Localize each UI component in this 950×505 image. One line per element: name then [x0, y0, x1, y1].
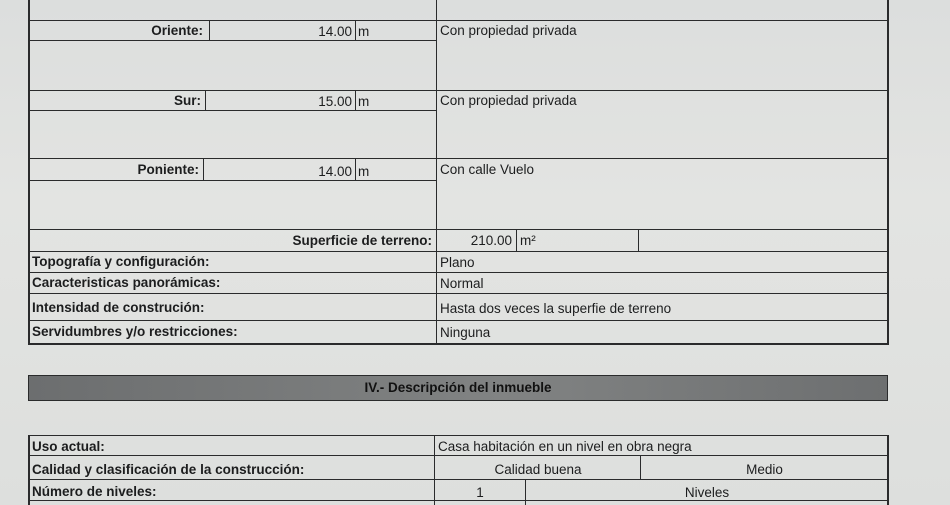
cell-divider [209, 20, 210, 40]
boundary-description: Con propiedad privada [440, 23, 577, 38]
boundary-unit: m [358, 94, 370, 109]
current-use-label: Uso actual: [32, 439, 105, 454]
row-rule [28, 110, 437, 111]
surface-unit: m² [520, 233, 536, 248]
easements-value: Ninguna [440, 325, 491, 340]
boundary-unit: m [358, 164, 370, 179]
panoramic-value: Normal [440, 276, 484, 291]
row-rule [28, 180, 437, 181]
section-title: IV.- Descripción del inmueble [364, 380, 552, 395]
boundary-value: 14.00 [318, 164, 352, 179]
row-rule [28, 229, 888, 230]
quality-value: Calidad buena [494, 462, 582, 477]
row-rule [28, 251, 888, 252]
cell-divider [355, 90, 356, 110]
cell-divider [638, 229, 639, 251]
panoramic-label: Caracteristicas panorámicas: [32, 275, 221, 290]
topography-value: Plano [440, 255, 475, 270]
lower-table-left-border [28, 435, 30, 505]
easements-label: Servidumbres y/o restricciones: [32, 324, 238, 339]
levels-unit: Niveles [684, 485, 730, 500]
boundary-unit: m [358, 24, 370, 39]
construction-intensity-value: Hasta dos veces la superfie de terreno [440, 301, 672, 316]
lower-table-right-border [887, 435, 889, 505]
boundary-value: 14.00 [318, 24, 352, 39]
row-rule [28, 320, 888, 321]
lower-table-top-border [28, 435, 889, 436]
current-use-value: Casa habitación en un nivel en obra negra [438, 439, 692, 454]
boundary-description: Con calle Vuelo [440, 162, 535, 177]
cell-divider [355, 158, 356, 180]
surface-value: 210.00 [470, 233, 512, 248]
row-rule [28, 158, 888, 159]
cell-divider [355, 20, 356, 40]
section-header-bar [28, 375, 888, 401]
row-rule [28, 90, 888, 91]
table-bottom-border [28, 343, 889, 345]
surface-label: Superficie de terreno: [292, 233, 432, 248]
boundary-label: Poniente: [137, 162, 199, 177]
row-rule [28, 293, 888, 294]
quality-class-value: Medio [746, 462, 783, 477]
levels-label: Número de niveles: [32, 484, 157, 499]
boundary-label: Oriente: [151, 23, 203, 38]
topography-label: Topografía y configuración: [32, 254, 210, 269]
lower-column-divider [434, 435, 435, 505]
boundary-value: 15.00 [318, 94, 352, 109]
levels-value: 1 [476, 485, 484, 500]
lower-cell-divider [640, 455, 641, 479]
cell-divider [203, 158, 204, 180]
lower-cell-divider [525, 479, 526, 505]
boundary-label: Sur: [174, 93, 201, 108]
lower-row-rule [28, 455, 889, 456]
row-rule [28, 272, 888, 273]
row-rule [28, 40, 437, 41]
construction-intensity-label: Intensidad de construción: [32, 300, 205, 315]
row-rule [28, 20, 888, 21]
boundary-description: Con propiedad privada [440, 93, 577, 108]
quality-label: Calidad y clasificación de la construcción: [32, 462, 305, 477]
cell-divider [516, 229, 517, 251]
lower-row-rule [28, 479, 889, 480]
cell-divider [205, 90, 206, 110]
